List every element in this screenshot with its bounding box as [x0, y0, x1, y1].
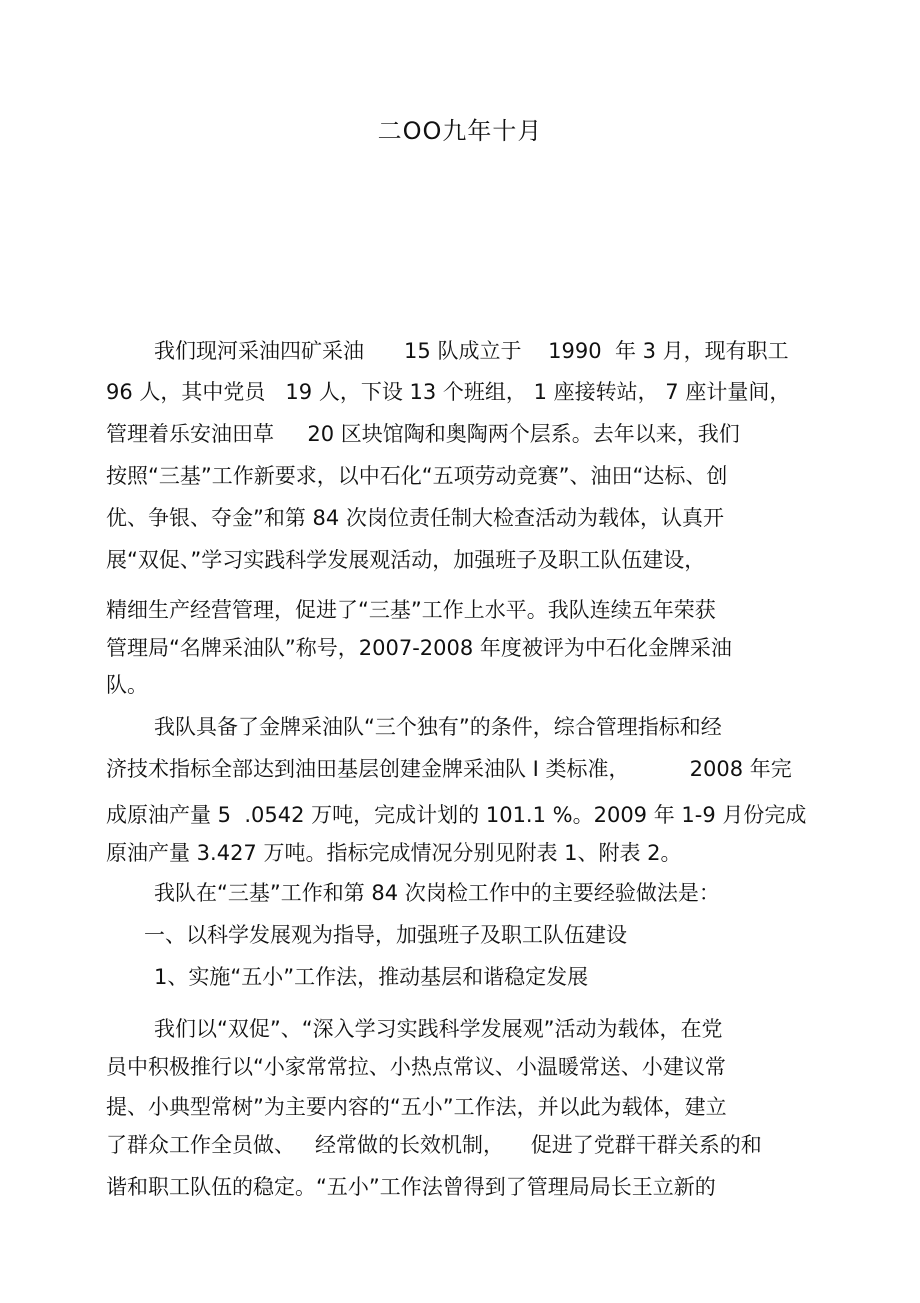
text-line: 按照“三基”工作新要求，以中石化“五项劳动竞赛”、油田“达标、创	[106, 464, 728, 488]
text-line: 了群众工作全员做、 经常做的长效机制， 促进了党群干群关系的和	[106, 1133, 762, 1157]
text-line: 员中积极推行以“小家常常拉、小热点常议、小温暖常送、小建议常	[106, 1055, 726, 1079]
text-line: 原油产量 3.427 万吨。指标完成情况分别见附表 1、附表 2。	[106, 841, 682, 865]
section-heading: 一、以科学发展观为指导，加强班子及职工队伍建设	[144, 923, 627, 947]
text-line: 优、争银、夺金”和第 84 次岗位责任制大检查活动为载体，认真开	[106, 506, 724, 530]
text-line: 我队在“三基”工作和第 84 次岗检工作中的主要经验做法是：	[154, 881, 720, 905]
text-line: 谐和职工队伍的稳定。“五小”工作法曾得到了管理局局长王立新的	[106, 1175, 716, 1199]
text-line: 我们以“双促”、“深入学习实践科学发展观”活动为载体，在党	[154, 1017, 723, 1041]
document-date: 二OO九年十月	[377, 117, 543, 145]
text-line: 济技术指标全部达到油田基层创建金牌采油队 I 类标准， 2008 年完	[106, 757, 792, 781]
subsection-heading: 1、实施“五小”工作法，推动基层和谐稳定发展	[154, 965, 589, 989]
text-line: 展“双促、”学习实践科学发展观活动，加强班子及职工队伍建设，	[106, 548, 706, 572]
text-line: 管理着乐安油田草 20 区块馆陶和奥陶两个层系。去年以来，我们	[106, 422, 740, 446]
text-line: 我们现河采油四矿采油 15 队成立于 1990 年 3 月，现有职工	[154, 339, 789, 363]
text-line: 管理局“名牌采油队”称号，2007-2008 年度被评为中石化金牌采油	[106, 636, 732, 660]
text-line: 精细生产经营管理，促进了“三基”工作上水平。我队连续五年荣获	[106, 598, 716, 622]
text-line: 队。	[106, 673, 148, 697]
text-line: 96 人，其中党员 19 人，下设 13 个班组， 1 座接转站， 7 座计量间，	[106, 380, 791, 404]
text-line: 提、小典型常树”为主要内容的“五小”工作法，并以此为载体，建立	[106, 1095, 727, 1119]
text-line: 我队具备了金牌采油队“三个独有”的条件，综合管理指标和经	[154, 715, 722, 739]
text-line: 成原油产量 5 .0542 万吨，完成计划的 101.1 %。2009 年 1-9 月份完成	[106, 803, 807, 827]
